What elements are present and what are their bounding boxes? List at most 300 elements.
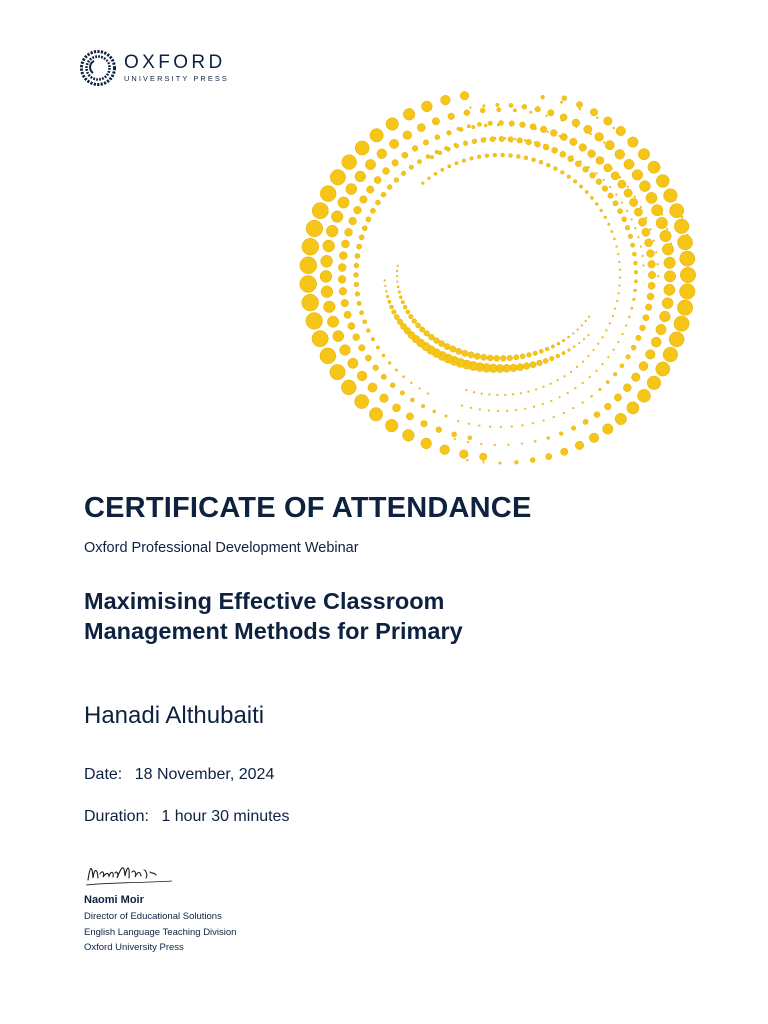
swirl-dot xyxy=(341,240,349,248)
swirl-dot xyxy=(417,124,425,132)
swirl-dot xyxy=(381,374,386,379)
swirl-dot xyxy=(387,185,392,190)
swirl-dot xyxy=(559,432,563,436)
swirl-dot xyxy=(464,110,470,116)
swirl-dot xyxy=(462,350,468,356)
swirl-dot xyxy=(573,407,575,409)
swirl-dot xyxy=(359,311,363,315)
swirl-dot xyxy=(622,333,624,335)
swirl-dot xyxy=(643,315,649,321)
swirl-dot xyxy=(567,392,569,394)
swirl-dot xyxy=(590,395,592,397)
swirl-dot xyxy=(402,376,404,378)
swirl-dot xyxy=(338,264,346,272)
swirl-dot xyxy=(523,363,530,370)
swirl-dot xyxy=(371,337,375,341)
swirl-dot xyxy=(584,125,592,133)
swirl-dot xyxy=(645,217,647,219)
swirl-dot xyxy=(349,217,357,225)
swirl-dot xyxy=(341,299,349,307)
swirl-dot xyxy=(542,403,544,405)
swirl-dot xyxy=(653,240,655,242)
swirl-dot xyxy=(484,124,487,127)
certificate-title: CERTIFICATE OF ATTENDANCE xyxy=(84,492,532,524)
swirl-dot xyxy=(632,298,635,301)
signature-image xyxy=(84,856,176,892)
swirl-dot xyxy=(664,271,675,282)
swirl-dot xyxy=(545,347,549,351)
swirl-dot xyxy=(360,196,368,204)
swirl-dot xyxy=(573,346,575,348)
swirl-dot xyxy=(392,310,397,315)
swirl-dot xyxy=(397,281,399,283)
swirl-dot xyxy=(594,412,600,418)
swirl-dot xyxy=(568,349,571,352)
swirl-dot xyxy=(616,245,618,247)
swirl-dot xyxy=(509,154,513,158)
swirl-dot xyxy=(567,336,569,338)
swirl-dot xyxy=(660,230,672,242)
swirl-dot xyxy=(470,107,472,109)
swirl-dot xyxy=(648,271,655,278)
swirl-dot xyxy=(472,125,476,129)
swirl-dot xyxy=(604,117,613,126)
swirl-dot xyxy=(400,391,405,396)
swirl-dot xyxy=(634,261,638,265)
swirl-dot xyxy=(345,228,353,236)
swirl-dot xyxy=(441,95,451,105)
swirl-dot xyxy=(385,419,398,432)
swirl-dot xyxy=(557,379,559,381)
swirl-dot xyxy=(320,348,336,364)
swirl-dot xyxy=(535,141,541,147)
swirl-dot xyxy=(521,443,523,445)
swirl-dot xyxy=(596,156,604,164)
swirl-dot xyxy=(382,354,385,357)
swirl-dot xyxy=(588,355,590,357)
swirl-dot xyxy=(631,345,636,350)
swirl-dot xyxy=(514,355,519,360)
swirl-dot xyxy=(572,333,574,335)
swirl-dot xyxy=(390,305,394,309)
swirl-dot xyxy=(468,352,474,358)
swirl-dot xyxy=(593,349,595,351)
swirl-dot xyxy=(595,202,598,205)
swirl-dot xyxy=(563,412,565,414)
swirl-dot xyxy=(515,409,517,411)
swirl-dot xyxy=(489,394,491,396)
swirl-dot xyxy=(459,450,468,459)
swirl-dot xyxy=(634,270,638,274)
swirl-dot xyxy=(560,133,567,140)
swirl-dot xyxy=(395,369,398,372)
swirl-dot xyxy=(656,324,666,334)
swirl-dot xyxy=(640,206,642,208)
swirl-dot xyxy=(637,389,650,402)
swirl-dot xyxy=(611,230,613,232)
swirl-dot xyxy=(410,398,414,402)
swirl-dot xyxy=(550,129,557,136)
swirl-dot xyxy=(397,265,399,267)
swirl-dot xyxy=(367,186,374,193)
duration-value: 1 hour 30 minutes xyxy=(161,808,290,825)
swirl-dot xyxy=(627,186,629,188)
swirl-dot xyxy=(344,311,351,318)
swirl-dot xyxy=(392,404,400,412)
swirl-dot xyxy=(674,316,689,331)
swirl-dot xyxy=(666,228,668,230)
swirl-dot xyxy=(434,172,437,175)
swirl-dot xyxy=(320,186,336,202)
swirl-dot xyxy=(660,311,671,322)
swirl-dot xyxy=(530,111,533,114)
swirl-dot xyxy=(312,331,328,347)
swirl-dot xyxy=(645,350,655,360)
swirl-dot xyxy=(634,196,636,198)
swirl-dot xyxy=(506,410,508,412)
swirl-dot xyxy=(362,226,367,231)
swirl-dot xyxy=(656,174,669,187)
swirl-dot xyxy=(670,204,684,218)
swirl-dot xyxy=(609,186,611,188)
swirl-dot xyxy=(389,139,398,148)
swirl-dot xyxy=(534,440,536,442)
swirl-dot xyxy=(599,388,602,391)
swirl-dot xyxy=(611,172,619,180)
swirl-dot xyxy=(401,171,406,176)
swirl-dot xyxy=(433,338,439,344)
swirl-dot xyxy=(420,327,425,332)
swirl-dot xyxy=(662,244,674,256)
swirl-dot xyxy=(575,441,584,450)
swirl-dot xyxy=(616,194,618,196)
swirl-dot xyxy=(618,292,620,294)
swirl-dot xyxy=(321,255,333,267)
swirl-dot xyxy=(634,289,637,292)
swirl-dot xyxy=(390,383,395,388)
swirl-dot xyxy=(656,217,668,229)
swirl-dot xyxy=(477,122,481,126)
swirl-dot xyxy=(622,217,627,222)
swirl-dot xyxy=(602,363,604,365)
swirl-dot xyxy=(302,294,319,311)
swirl-dot xyxy=(403,429,415,441)
swirl-dot xyxy=(410,382,412,384)
swirl-dot xyxy=(639,362,648,371)
swirl-dot xyxy=(527,352,532,357)
swirl-dot xyxy=(647,250,655,258)
recipient-name: Hanadi Althubaiti xyxy=(84,702,265,729)
swirl-dot xyxy=(596,117,598,119)
swirl-dot xyxy=(369,408,383,422)
swirl-dot xyxy=(448,113,455,120)
swirl-dot xyxy=(359,345,366,352)
swirl-dot xyxy=(348,323,355,330)
swirl-dot xyxy=(366,217,371,222)
swirl-dot xyxy=(468,436,472,440)
swirl-dot xyxy=(604,216,607,219)
swirl-dot xyxy=(582,361,584,363)
swirl-dot xyxy=(368,383,377,392)
swirl-dot xyxy=(617,253,619,255)
swirl-dot xyxy=(640,325,646,331)
swirl-dot xyxy=(426,154,430,158)
swirl-dot xyxy=(508,137,514,143)
swirl-dot xyxy=(436,427,442,433)
swirl-dot xyxy=(481,137,486,142)
swirl-dot xyxy=(559,396,561,398)
swirl-dot xyxy=(386,295,389,298)
course-title-line-2: Management Methods for Primary xyxy=(84,618,463,644)
swirl-dot xyxy=(613,372,617,376)
swirl-dot xyxy=(412,145,418,151)
swirl-dot xyxy=(638,218,646,226)
swirl-dot xyxy=(612,315,614,317)
swirl-dot xyxy=(466,389,468,391)
swirl-dot xyxy=(440,445,450,455)
swirl-dot xyxy=(444,343,450,349)
swirl-dot xyxy=(306,313,323,330)
swirl-dot xyxy=(557,342,560,345)
swirl-dot xyxy=(421,404,425,408)
swirl-dot xyxy=(680,251,695,266)
swirl-dot xyxy=(639,181,650,192)
swirl-dot xyxy=(524,139,526,141)
swirl-dot xyxy=(530,458,535,463)
swirl-dot xyxy=(474,353,480,359)
swirl-dot xyxy=(585,190,588,193)
swirl-dot xyxy=(590,133,592,135)
swirl-dot xyxy=(562,351,565,354)
swirl-dot xyxy=(481,354,487,360)
swirl-dot xyxy=(625,325,627,327)
swirl-dot xyxy=(664,284,675,295)
swirl-dot xyxy=(403,305,407,309)
swirl-dot xyxy=(608,223,611,226)
swirl-dot xyxy=(421,438,432,449)
swirl-dot xyxy=(497,394,499,396)
swirl-dot xyxy=(556,354,560,358)
swirl-dot xyxy=(494,444,496,446)
swirl-dot xyxy=(618,341,620,343)
swirl-dot xyxy=(539,349,543,353)
swirl-dot xyxy=(533,406,535,408)
swirl-dot xyxy=(634,208,642,216)
swirl-dot xyxy=(576,101,582,107)
swirl-dot xyxy=(481,393,483,395)
swirl-dot xyxy=(421,182,424,185)
swirl-dot xyxy=(457,420,459,422)
swirl-dot xyxy=(483,104,486,107)
swirl-dot xyxy=(632,170,643,181)
swirl-dot xyxy=(589,376,591,378)
swirl-dot xyxy=(629,198,637,206)
swirl-dot xyxy=(470,157,474,161)
swirl-dot xyxy=(540,126,547,133)
swirl-dot xyxy=(468,423,470,425)
swirl-dot xyxy=(480,453,488,461)
swirl-dot xyxy=(490,137,495,142)
swirl-dot xyxy=(354,273,359,278)
swirl-dot xyxy=(604,164,612,172)
swirl-dot xyxy=(357,244,362,249)
swirl-dot xyxy=(463,141,468,146)
swirl-dot xyxy=(421,420,428,427)
swirl-dot xyxy=(650,228,652,230)
swirl-dot xyxy=(564,375,566,377)
swirl-dot xyxy=(457,127,460,130)
swirl-dot xyxy=(571,426,576,431)
swirl-dot xyxy=(306,220,323,237)
swirl-dot xyxy=(613,238,615,240)
swirl-dot xyxy=(674,219,689,234)
swirl-dot xyxy=(493,153,497,157)
swirl-dot xyxy=(394,178,399,183)
swirl-dot xyxy=(645,239,653,247)
swirl-dot xyxy=(388,361,391,364)
swirl-dot xyxy=(605,141,614,150)
swirl-dot xyxy=(631,219,633,221)
swirl-dot xyxy=(302,238,319,255)
swirl-dot xyxy=(613,201,618,206)
swirl-dot xyxy=(509,121,514,126)
swirl-dot xyxy=(412,319,417,324)
swirl-dot xyxy=(430,155,434,159)
swirl-dot xyxy=(513,109,516,112)
swirl-dot xyxy=(573,180,577,184)
swirl-dot xyxy=(416,323,421,328)
swirl-dot xyxy=(680,267,696,283)
swirl-dot xyxy=(488,121,493,126)
swirl-dot xyxy=(300,257,317,274)
swirl-dot xyxy=(450,346,456,352)
swirl-dot xyxy=(477,155,481,159)
swirl-dot xyxy=(480,443,482,445)
swirl-dot xyxy=(522,104,527,109)
swirl-dot xyxy=(616,300,618,302)
swirl-dot xyxy=(550,356,555,361)
swirl-dot xyxy=(424,331,430,337)
swirl-dot xyxy=(603,179,605,181)
swirl-dot xyxy=(619,269,621,271)
swirl-dot xyxy=(427,393,429,395)
swirl-dot xyxy=(568,156,574,162)
swirl-dot xyxy=(447,131,450,134)
swirl-dot xyxy=(583,338,585,340)
swirl-dot xyxy=(618,180,626,188)
swirl-dot xyxy=(346,184,357,195)
swirl-dot xyxy=(626,210,628,212)
swirl-dot xyxy=(619,285,621,287)
swirl-dot xyxy=(626,355,631,360)
swirl-dot xyxy=(419,388,421,390)
swirl-dot xyxy=(363,320,367,324)
swirl-dot xyxy=(651,337,661,347)
swirl-dot xyxy=(581,325,583,327)
swirl-dot xyxy=(394,314,399,319)
swirl-dot xyxy=(524,408,526,410)
swirl-dot xyxy=(330,364,346,380)
swirl-dot xyxy=(479,425,481,427)
swirl-dot xyxy=(354,206,362,214)
swirl-dot xyxy=(546,163,550,167)
swirl-dot xyxy=(359,235,364,240)
swirl-dot xyxy=(632,373,641,382)
swirl-dot xyxy=(467,441,469,443)
swirl-dot xyxy=(454,438,456,440)
swirl-dot xyxy=(543,386,545,388)
swirl-dot xyxy=(640,246,642,248)
swirl-dot xyxy=(448,164,451,167)
swirl-dot xyxy=(517,364,524,371)
swirl-dot xyxy=(648,260,656,268)
swirl-dot xyxy=(615,413,626,424)
swirl-dot xyxy=(608,356,610,358)
swirl-dot xyxy=(406,413,413,420)
swirl-dot xyxy=(300,276,317,293)
swirl-dot xyxy=(452,432,457,437)
swirl-dot xyxy=(500,355,506,361)
swirl-dot xyxy=(597,343,599,345)
swirl-dot xyxy=(620,364,624,368)
swirl-dot xyxy=(532,158,536,162)
swirl-dot xyxy=(312,203,328,219)
swirl-dot xyxy=(590,108,597,115)
swirl-dot xyxy=(320,270,332,282)
swirl-dot xyxy=(618,261,620,263)
swirl-dot xyxy=(483,461,485,463)
swirl-dot xyxy=(560,114,567,121)
swirl-dot xyxy=(628,137,639,148)
swirl-dot xyxy=(632,252,636,256)
date-row xyxy=(84,766,274,784)
swirl-dot xyxy=(406,310,410,314)
swirl-dot xyxy=(355,141,369,155)
swirl-dot xyxy=(520,354,525,359)
swirl-dot xyxy=(585,320,587,322)
swirl-dot xyxy=(456,348,462,354)
swirl-dot xyxy=(402,152,408,158)
swirl-dot xyxy=(321,286,333,298)
swirl-dot xyxy=(353,334,360,341)
swirl-dot xyxy=(339,252,347,260)
swirl-dot xyxy=(333,331,344,342)
swirl-dot xyxy=(657,263,659,265)
swirl-dot xyxy=(380,394,389,403)
swirl-dot xyxy=(409,314,414,319)
swirl-dot xyxy=(524,156,528,160)
swirl-dot xyxy=(473,391,475,393)
swirl-dot xyxy=(646,192,657,203)
swirl-dot xyxy=(543,358,548,363)
swirl-dot xyxy=(636,335,642,341)
swirl-dot xyxy=(623,384,631,392)
swirl-dot xyxy=(455,161,459,165)
swirl-dot xyxy=(375,200,380,205)
certificate-subtitle: Oxford Professional Development Webinar xyxy=(84,540,359,556)
swirl-dot xyxy=(550,400,552,402)
swirl-dot xyxy=(562,339,565,342)
swirl-dot xyxy=(624,159,634,169)
swirl-dot xyxy=(423,140,428,145)
swirl-dot xyxy=(511,426,513,428)
swirl-dot xyxy=(466,459,468,461)
logo-subline: UNIVERSITY PRESS xyxy=(124,74,229,84)
signatory-division: English Language Teaching Division xyxy=(84,927,237,938)
swirl-dot xyxy=(588,316,590,318)
swirl-dot xyxy=(422,101,433,112)
swirl-dot xyxy=(638,148,649,159)
